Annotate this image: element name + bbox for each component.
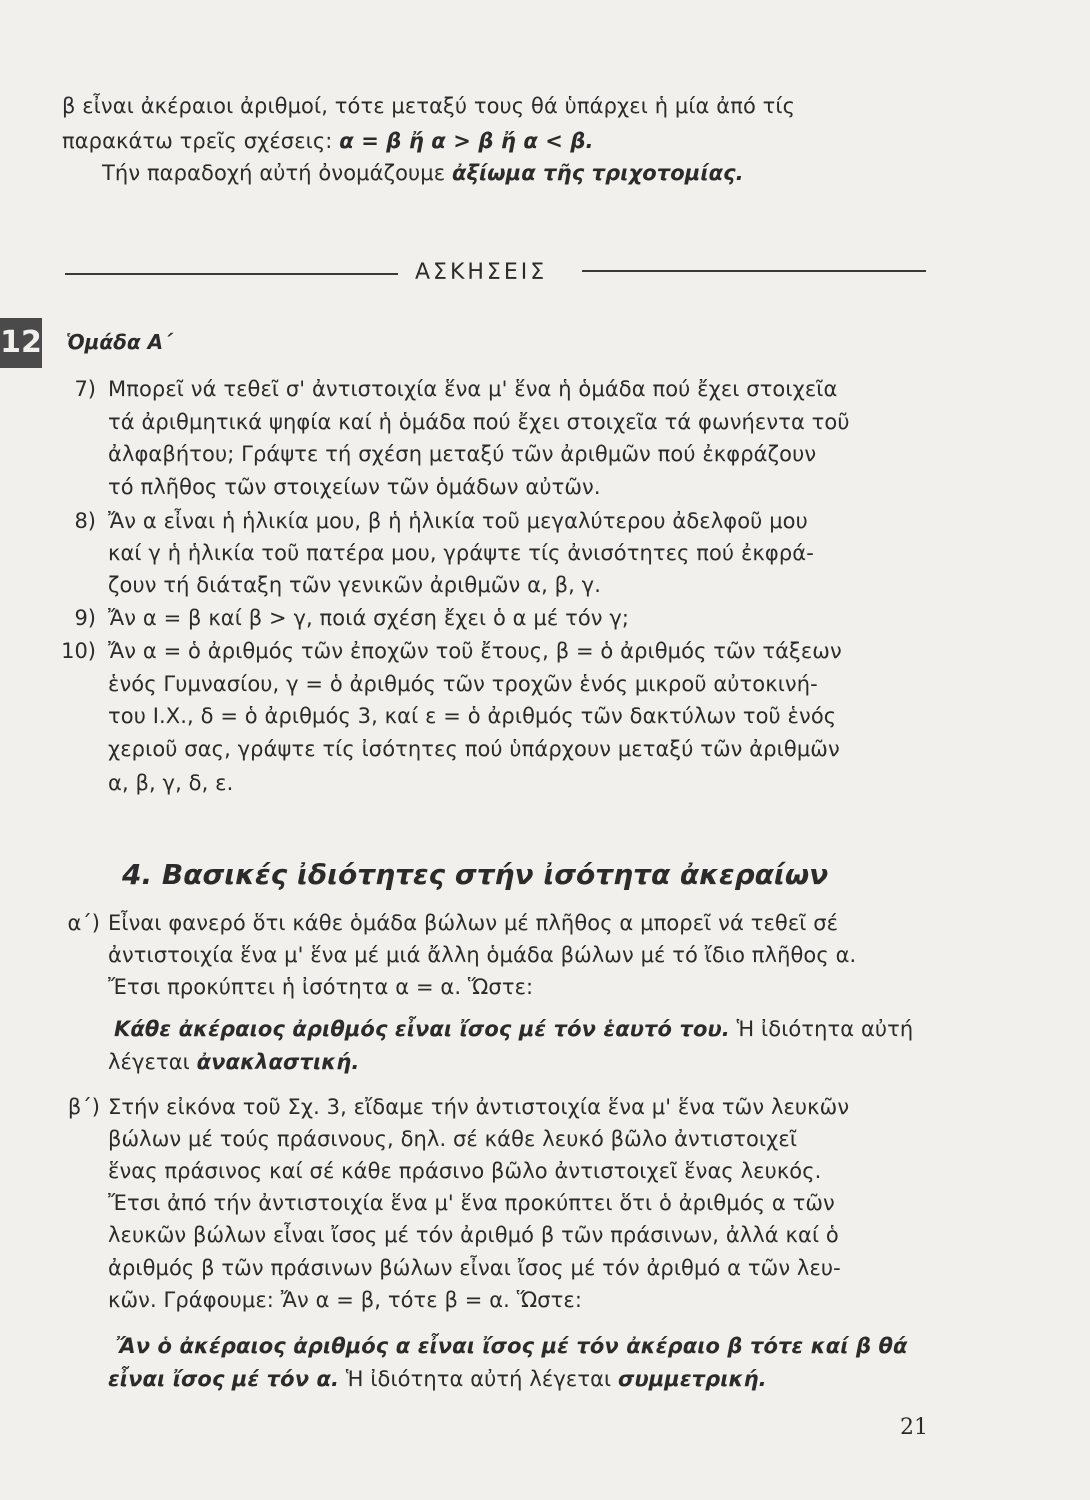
exercise-number: 7) xyxy=(74,377,96,401)
paragraph-b-line: Στήν εἰκόνα τοῦ Σχ. 3, εἴδαμε τήν ἀντιστοιχία ἕνα μ' ἕνα τῶν λευκῶν xyxy=(108,1095,850,1119)
exercises-heading: ΑΣΚΗΣΕΙΣ xyxy=(415,260,548,285)
paragraph-a-line: Ἔτσι προκύπτει ἡ ἰσότητα α = α. Ὥστε: xyxy=(108,975,534,999)
exercise-7-line: τά ἀριθμητικά ψηφία καί ἡ ὁμάδα πού ἔχει στοιχεῖα τά φωνήεντα τοῦ xyxy=(108,410,850,434)
heading-rule-right xyxy=(582,270,926,272)
group-label: Ὁμάδα Α΄ xyxy=(66,330,172,354)
paragraph-b-label: β΄) xyxy=(67,1095,100,1119)
intro-line-3-text: Τήν παραδοχή αὐτή ὀνομάζουμε xyxy=(102,161,452,185)
reflexive-rule-text: Ἡ ἰδιότητα αὐτή xyxy=(729,1017,914,1041)
paragraph-b-line: λευκῶν βώλων εἶναι ἴσος μέ τόν ἀριθμό β τῶν πράσινων, ἀλλά καί ὁ xyxy=(108,1223,839,1247)
paragraph-b-line: ἀριθμός β τῶν πράσινων βώλων εἶναι ἴσος μέ τόν ἀριθμό α τῶν λευ- xyxy=(108,1256,841,1280)
paragraph-b-line: βώλων μέ τούς πράσινους, δηλ. σέ κάθε λευκό βῶλο ἀντιστοιχεῖ xyxy=(108,1127,798,1151)
page-number: 21 xyxy=(900,1415,928,1440)
exercise-10-line: ἑνός Γυμνασίου, γ = ὁ ἀριθμός τῶν τροχῶν ἑνός μικροῦ αὐτοκινή- xyxy=(108,672,818,696)
exercise-number: 8) xyxy=(74,509,96,533)
exercise-10-line: Ἄν α = ὁ ἀριθμός τῶν ἐποχῶν τοῦ ἔτους, β = ὁ ἀριθμός τῶν τάξεων xyxy=(108,639,842,663)
heading-rule-left xyxy=(65,273,398,275)
reflexive-rule-statement: Κάθε ἀκέραιος ἀριθμός εἶναι ἴσος μέ τόν ἑαυτό του. xyxy=(114,1017,730,1041)
section-title: 4. Βασικές ἰδιότητες στήν ἰσότητα ἀκεραίων xyxy=(122,858,829,891)
exercise-7-line: τό πλῆθος τῶν στοιχείων τῶν ὁμάδων αὐτῶν. xyxy=(108,475,601,499)
exercise-7-line: Μπορεῖ νά τεθεῖ σ' ἀντιστοιχία ἕνα μ' ἕνα ἡ ὁμάδα πού ἔχει στοιχεῖα xyxy=(108,377,838,401)
symmetric-rule-statement-end: εἶναι ἴσος μέ τόν α. xyxy=(108,1367,340,1391)
symmetric-rule-line-1 xyxy=(116,1333,908,1359)
chapter-side-marker: 12 xyxy=(0,318,42,368)
symmetric-rule-text: Ἡ ἰδιότητα αὐτή λέγεται xyxy=(339,1367,618,1391)
paragraph-a-line: Εἶναι φανερό ὅτι κάθε ὁμάδα βώλων μέ πλῆθος α μπορεῖ νά τεθεῖ σέ xyxy=(108,911,839,935)
reflexive-property-term: ἀνακλαστική. xyxy=(196,1050,360,1074)
paragraph-b-line: ἕνας πράσινος καί σέ κάθε πράσινο βῶλο ἀντιστοιχεῖ ἕνας λευκός. xyxy=(108,1159,822,1183)
exercise-10-line: χεριοῦ σας, γράψτε τίς ἰσότητες πού ὑπάρχουν μεταξύ τῶν ἀριθμῶν xyxy=(108,737,840,761)
intro-line-3 xyxy=(102,160,744,186)
paragraph-a-label: α΄) xyxy=(67,911,100,935)
exercise-number: 10) xyxy=(61,639,96,663)
intro-line-2-text: παρακάτω τρεῖς σχέσεις: xyxy=(62,129,340,153)
intro-line-1: β εἶναι ἀκέραιοι ἀριθμοί, τότε μεταξύ τους θά ὑπάρχει ἡ μία ἀπό τίς xyxy=(62,94,796,118)
reflexive-rule-line-1 xyxy=(114,1016,913,1042)
symmetric-property-term: συμμετρική. xyxy=(618,1367,767,1391)
paragraph-b-line: κῶν. Γράφουμε: Ἄν α = β, τότε β = α. Ὥστε: xyxy=(108,1288,583,1312)
symmetric-rule-statement: Ἄν ὁ ἀκέραιος ἀριθμός α εἶναι ἴσος μέ τόν ἀκέραιο β τότε καί β θά xyxy=(116,1334,908,1358)
exercise-number: 9) xyxy=(74,606,96,630)
symmetric-rule-line-2 xyxy=(108,1366,767,1392)
exercise-10-line: του Ι.Χ., δ = ὁ ἀριθμός 3, καί ε = ὁ ἀριθμός τῶν δακτύλων τοῦ ἑνός xyxy=(108,704,837,728)
exercise-9-line: Ἄν α = β καί β > γ, ποιά σχέση ἔχει ὁ α μέ τόν γ; xyxy=(108,606,630,630)
exercise-10-line: α, β, γ, δ, ε. xyxy=(108,771,234,795)
trichotomy-axiom-term: ἀξίωμα τῆς τριχοτομίας. xyxy=(451,161,744,185)
trichotomy-relation: α = β ἤ α > β ἤ α < β. xyxy=(339,129,594,153)
paragraph-b-line: Ἔτσι ἀπό τήν ἀντιστοιχία ἕνα μ' ἕνα προκύπτει ὅτι ὁ ἀριθμός α τῶν xyxy=(108,1191,835,1215)
exercise-7-line: ἀλφαβήτου; Γράψτε τή σχέση μεταξύ τῶν ἀριθμῶν πού ἐκφράζουν xyxy=(108,442,817,466)
reflexive-rule-text-2: λέγεται xyxy=(108,1050,197,1074)
exercise-8-line: ζουν τή διάταξη τῶν γενικῶν ἀριθμῶν α, β, γ. xyxy=(108,573,601,597)
intro-line-2 xyxy=(62,128,594,154)
exercise-8-line: καί γ ἡ ἡλικία τοῦ πατέρα μου, γράψτε τίς ἀνισότητες πού ἐκφρά- xyxy=(108,541,814,565)
paragraph-a-line: ἀντιστοιχία ἕνα μ' ἕνα μέ μιά ἄλλη ὁμάδα βώλων μέ τό ἴδιο πλῆθος α. xyxy=(108,943,857,967)
exercise-8-line: Ἄν α εἶναι ἡ ἡλικία μου, β ἡ ἡλικία τοῦ μεγαλύτερου ἀδελφοῦ μου xyxy=(108,509,808,533)
reflexive-rule-line-2 xyxy=(108,1049,359,1075)
